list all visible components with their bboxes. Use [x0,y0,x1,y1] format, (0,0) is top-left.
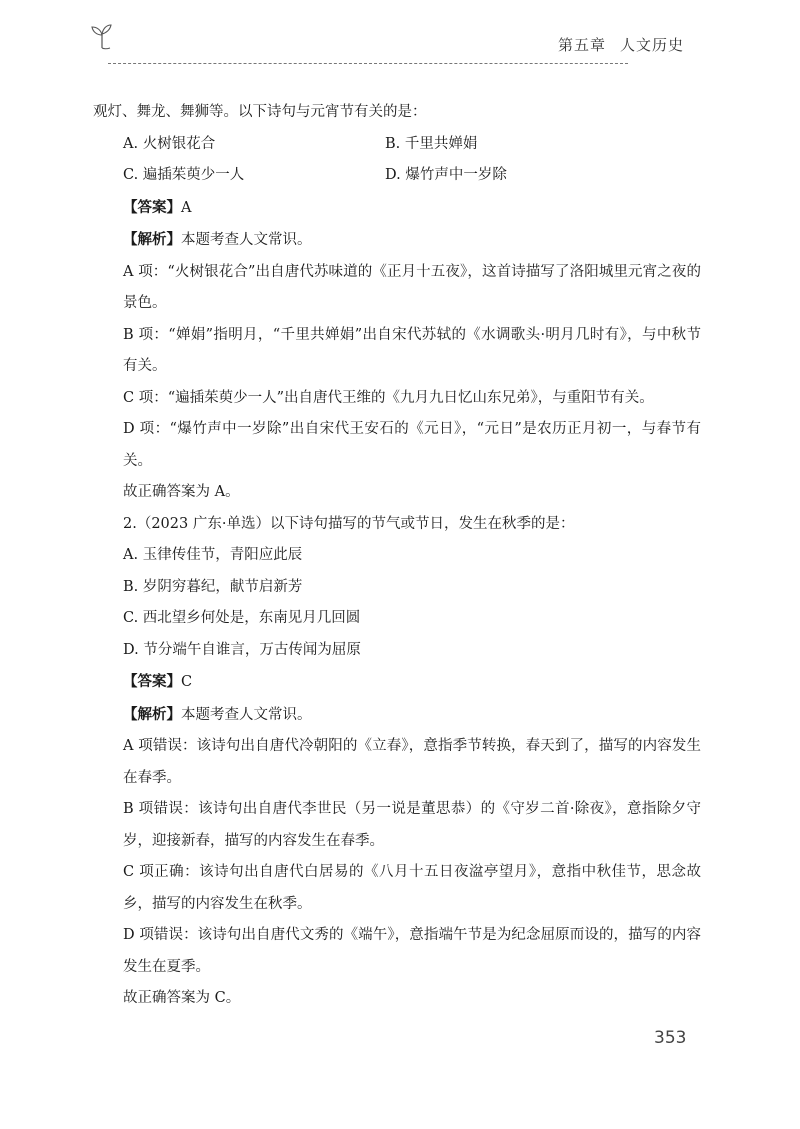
q1-option-c: C. 遍插茱萸少一人 [123,167,245,183]
answer-value: C [181,674,193,690]
page-body [93,97,701,1015]
q2-option-d: D. 节分端午自谁言，万古传闻为屈原 [123,641,361,658]
q1-answer [93,192,701,225]
header-divider [108,63,628,64]
q1-explanation-b: B 项：“婵娟”指明月，“千里共婵娟”出自宋代苏轼的《水调歌头·明月几时有》，与中秋节有关。 [123,326,701,374]
q2-explanation-a: A 项错误：该诗句出自唐代冷朝阳的《立春》，意指季节转换，春天到了，描写的内容发生在春季。 [123,738,701,786]
analysis-intro: 本题考查人文常识。 [181,706,312,723]
analysis-label: 【解析】 [123,705,181,723]
running-header [88,22,708,62]
q2-conclusion: 故正确答案为 C。 [123,990,241,1006]
q1-explanation-a: A 项：“火树银花合”出自唐代苏味道的《正月十五夜》，这首诗描写了洛阳城里元宵之夜的景色。 [123,263,701,311]
chapter-title [558,34,684,55]
answer-label: 【答案】 [123,198,181,216]
chapter-name: 人文历史 [620,36,685,54]
q1-option-d: D. 爆竹声中一岁除 [385,167,507,183]
q1-explanation-c: C 项：“遍插茱萸少一人”出自唐代王维的《九月九日忆山东兄弟》，与重阳节有关。 [123,389,654,406]
analysis-label: 【解析】 [123,231,181,248]
answer-value: A [181,199,192,216]
q2-explanation-c: C 项正确：该诗句出自唐代白居易的《八月十五日夜湓亭望月》，意指中秋佳节，思念故乡，描写的内容发生在秋季。 [123,864,701,912]
q1-conclusion: 故正确答案为 A。 [123,484,240,500]
q2-answer [93,666,701,699]
analysis-intro: 本题考查人文常识。 [181,232,312,248]
q2-analysis [93,699,701,732]
page-number: 353 [654,1028,687,1048]
q1-option-b: B. 千里共婵娟 [385,135,478,152]
q1-option-a: A. 火树银花合 [123,135,216,152]
q1-analysis [93,224,701,257]
q2-option-b: B. 岁阴穷暮纪，献节启新芳 [123,578,303,595]
chapter-number: 第五章 [558,36,607,54]
answer-label: 【答案】 [123,673,181,690]
q1-options-row-1 [93,129,701,161]
q2-stem: 2.（2023 广东·单选）以下诗句描写的节气或节日，发生在秋季的是： [123,515,575,532]
q2-explanation-b: B 项错误：该诗句出自唐代李世民（另一说是董思恭）的《守岁二首·除夜》，意指除夕守岁，迎接新春，描写的内容发生在春季。 [123,801,701,849]
q2-option-c: C. 西北望乡何处是，东南见月几回圆 [123,610,361,626]
q2-option-a: A. 玉律传佳节，青阳应此辰 [123,547,303,563]
sprout-icon [88,22,116,50]
q1-explanation-d: D 项：“爆竹声中一岁除”出自宋代王安石的《元日》，“元日”是农历正月初一，与春节有关。 [123,421,701,469]
q1-options-row-2 [93,160,701,192]
q1-stem-tail: 观灯、舞龙、舞狮等。以下诗句与元宵节有关的是： [93,104,427,120]
q2-explanation-d: D 项错误：该诗句出自唐代文秀的《端午》，意指端午节是为纪念屈原而设的，描写的内容发生在夏季。 [123,927,701,975]
